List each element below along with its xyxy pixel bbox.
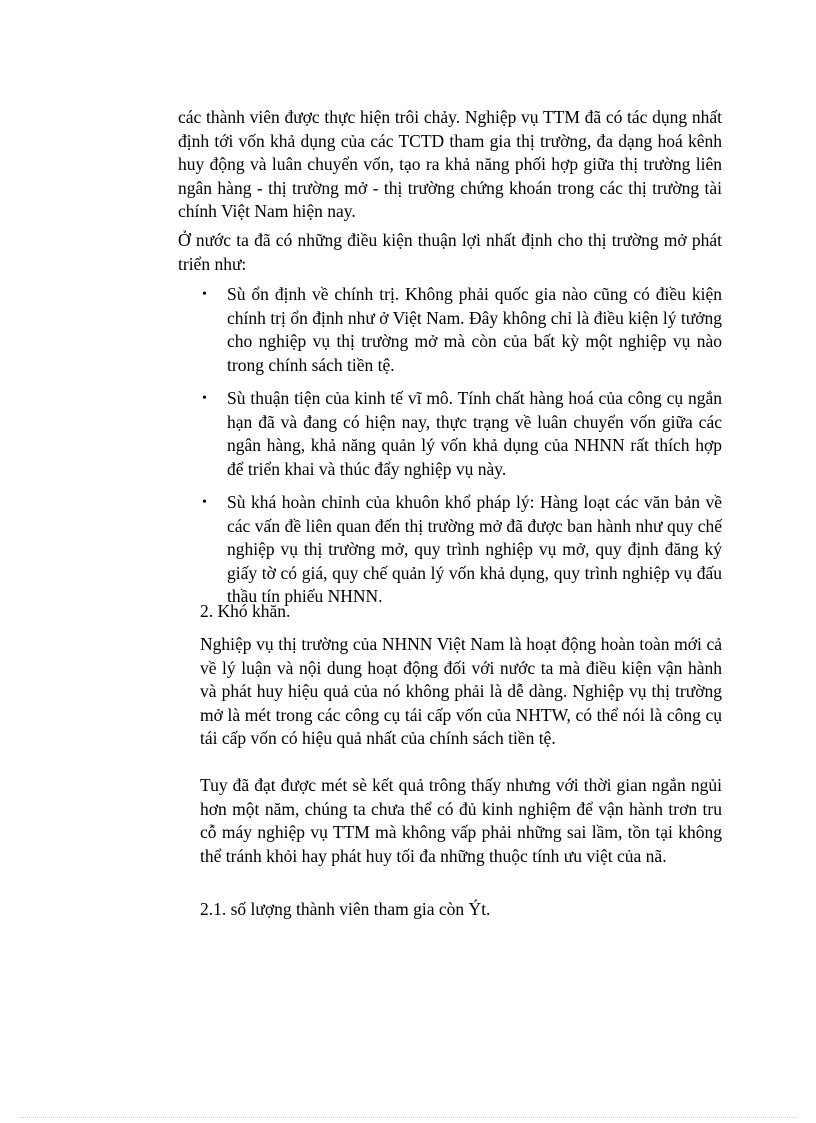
body-paragraph: Tuy đã đạt được mét sè kết quả trông thấy nhưng với thời gian ngắn ngủi hơn một năm, chúng ta chưa thể có đủ kinh nghiệm để vận hành trơn tru cỗ máy nghiệp vụ TTM mà không vấp phải những sai lầm, tồn tại không thể tránh khỏi hay phát huy tối đa những thuộc tính ưu việt của nã. <box>200 775 722 866</box>
subsection-heading: 2.1. số lượng thành viên tham gia còn Ýt. <box>200 899 491 919</box>
list-item <box>200 491 722 609</box>
body-paragraph: các thành viên được thực hiện trôi chảy. Nghiệp vụ TTM đã có tác dụng nhất định tới vốn khả dụng của các TCTD tham gia thị trường, đa dạng hoá kênh huy động và luân chuyển vốn, tạo ra khả năng phối hợp giữa thị trường liên ngân hàng - thị trường mở - thị trường chứng khoán trong các thị trường tài chính Việt Nam hiện nay. <box>178 107 722 221</box>
body-paragraph: Ở nước ta đã có những điều kiện thuận lợi nhất định cho thị trường mở phát triển như: <box>178 230 722 274</box>
body-paragraph: Nghiệp vụ thị trường của NHNN Việt Nam là hoạt động hoàn toàn mới cả về lý luận và nội dung hoạt động đối với nước ta mà điều kiện vận hành và phát huy hiệu quả của nó không phải là dễ dàng. Nghiệp vụ thị trường mở là mét trong các công cụ tái cấp vốn của NHTW, có thể nói là công cụ tái cấp vốn có hiệu quả nhất của chính sách tiền tệ. <box>200 634 722 748</box>
bullet-icon: • <box>202 287 207 302</box>
bullet-icon: • <box>202 391 207 406</box>
bullet-list <box>200 283 722 619</box>
list-item <box>200 283 722 377</box>
list-item-text: Sù khá hoàn chỉnh của khuôn khổ pháp lý: Hàng loạt các văn bản về các vấn đề liên quan đến thị trường mở đã được ban hành như quy chế nghiệp vụ thị trường mở, quy trình nghiệp vụ mở, quy định đăng ký giấy tờ có giá, quy chế quản lý vốn khả dụng, quy trình nghiệp vụ đấu thầu tín phiếu NHNN. <box>227 492 722 606</box>
page-bottom-divider <box>20 1117 796 1118</box>
bullet-icon: • <box>202 495 207 510</box>
list-item-text: Sù ổn định về chính trị. Không phải quốc gia nào cũng có điều kiện chính trị ổn định như ở Việt Nam. Đây không chỉ là điều kiện lý tưởng cho nghiệp vụ thị trường mở mà còn của bất kỳ một nghiệp vụ nào trong chính sách tiền tệ. <box>227 284 722 375</box>
list-item <box>200 387 722 481</box>
list-item-text: Sù thuận tiện của kinh tế vĩ mô. Tính chất hàng hoá của công cụ ngắn hạn đã và đang có hiện nay, thực trạng về luân chuyển vốn giữa các ngân hàng, khả năng quản lý vốn khả dụng của NHNN rất thích hợp để triển khai và thúc đẩy nghiệp vụ này. <box>227 388 722 479</box>
section-heading: 2. Khó khăn. <box>200 601 291 621</box>
